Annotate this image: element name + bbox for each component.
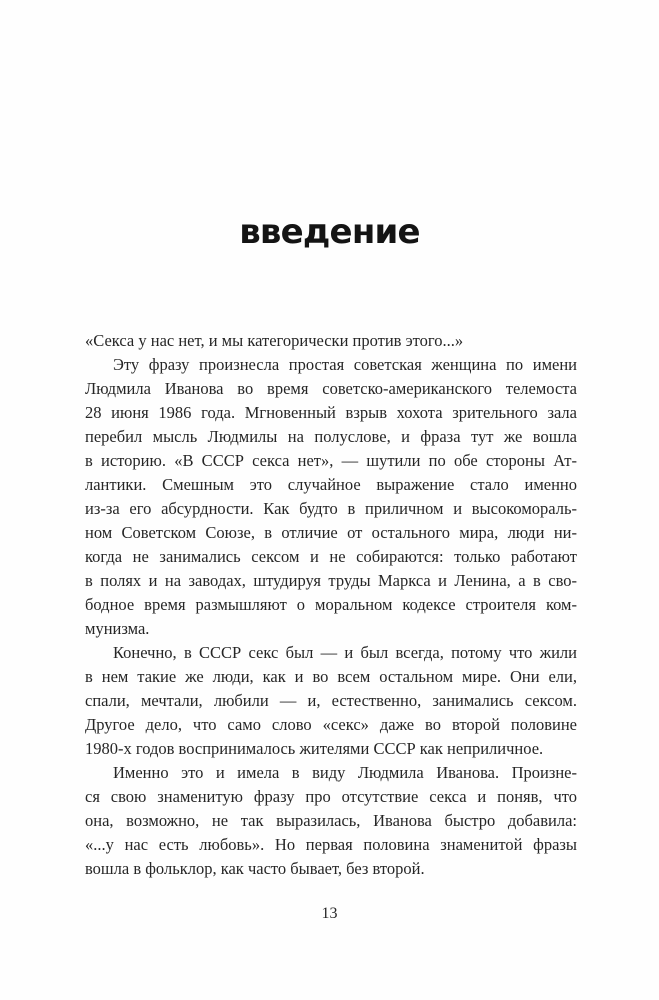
text-line: «...у нас есть любовь». Но первая половина знаменитой фразы [85, 835, 577, 854]
text-line: она, возможно, не так выразилась, Иванова быстро добавила: [85, 811, 577, 830]
text-line: Эту фразу произнесла простая советская женщина по имени [113, 355, 577, 374]
text-line: вошла в фольклор, как часто бывает, без второй. [85, 859, 425, 878]
text-line: Именно это и имела в виду Людмила Иванова. Произне- [113, 763, 577, 782]
body-text [85, 329, 577, 881]
text-line: когда не занимались сексом и не собираются: только работают [85, 547, 577, 566]
chapter-title: введение [239, 212, 420, 252]
text-line: лантики. Смешным это случайное выражение стало именно [85, 475, 577, 494]
page-number: 13 [321, 905, 338, 922]
text-line: Конечно, в СССР секс был — и был всегда, потому что жили [113, 643, 577, 662]
text-line: в полях и на заводах, штудируя труды Маркса и Ленина, а в сво- [85, 571, 577, 590]
text-line: ном Советском Союзе, в отличие от остального мира, люди ни- [85, 523, 577, 542]
text-line: ся свою знаменитую фразу про отсутствие секса и поняв, что [85, 787, 577, 806]
text-line: Другое дело, что само слово «секс» даже во второй половине [85, 715, 577, 734]
text-line: в нем такие же люди, как и во всем остальном мире. Они ели, [85, 667, 577, 686]
text-line: спали, мечтали, любили — и, естественно, занимались сексом. [85, 691, 577, 710]
text-line: бодное время размышляют о моральном кодексе строителя ком- [85, 595, 577, 614]
text-line: из-за его абсурдности. Как будто в приличном и высокомораль- [85, 499, 577, 518]
text-line: 1980-х годов воспринималось жителями СССР как неприличное. [85, 739, 544, 758]
text-line: Людмила Иванова во время советско-американского телемоста [85, 379, 577, 398]
text-line: в историю. «В СССР секса нет», — шутили по обе стороны Ат- [85, 451, 577, 470]
text-line: мунизма. [85, 619, 150, 638]
text-line: перебил мысль Людмилы на полуслове, и фраза тут же вошла [85, 427, 577, 446]
text-line: 28 июня 1986 года. Мгновенный взрыв хохота зрительного зала [85, 403, 577, 422]
text-line: «Секса у нас нет, и мы категорически против этого...» [85, 331, 464, 350]
